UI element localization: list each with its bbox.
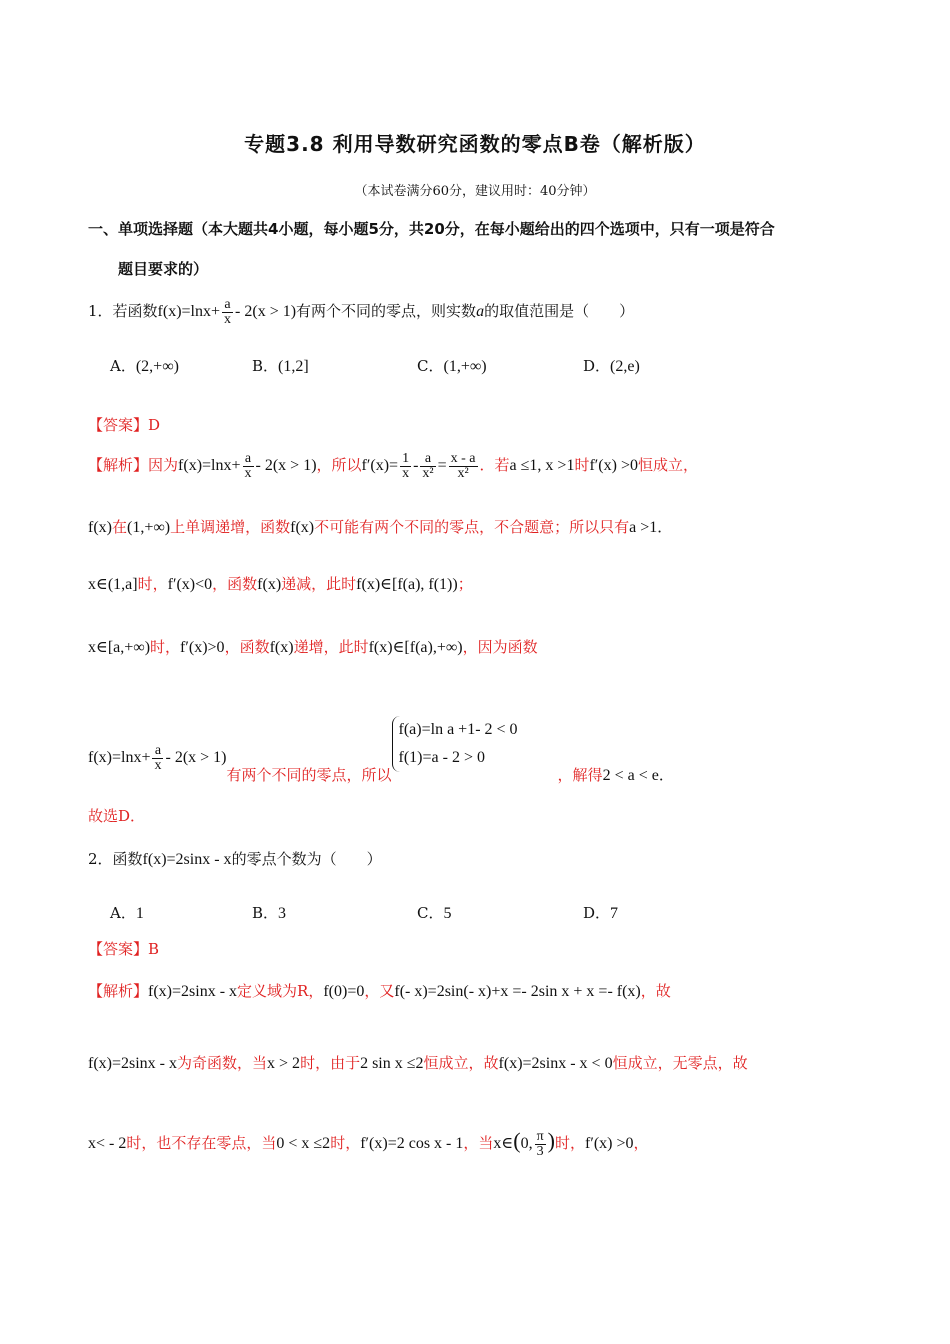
q1-option-c: C．(1,+∞) <box>417 357 487 375</box>
q1-conclusion: 故选D． <box>88 807 146 825</box>
q1-analysis-line2: f(x)在(1,+∞)上单调递增，函数f(x)不可能有两个不同的零点，不合题意；所以只有a >1． <box>88 518 673 536</box>
q1-function: f(x)=lnx+ $\frac{a}{x}$ - 2(x > 1) <box>157 297 297 327</box>
page-title: 专题3.8 利用导数研究函数的零点B卷（解析版） <box>244 132 706 156</box>
q2-analysis-line1: 【解析】f(x)=2sinx - x定义域为R，f(0)=0，又f(- x)=2sin(- x)+x =- 2sin x + x =- f(x)，故 <box>88 982 671 1000</box>
question-2-stem: 2．函数f(x)=2sinx - x的零点个数为（ ） <box>88 850 382 868</box>
q1-var: a <box>476 303 485 321</box>
section-heading-line2: 题目要求的） <box>118 260 209 278</box>
q2-option-d: D．7 <box>583 904 619 922</box>
q2-option-c: C．5 <box>417 904 452 922</box>
q2-analysis-line3: x< - 2时，也不存在零点，当0 < x ≤2时，f′(x)=2 cos x - 1，当x∈(0, $\frac{\pi}{3}$ )时，f′(x) >0， <box>88 1128 649 1159</box>
q2-answer: 【答案】B <box>88 940 160 958</box>
question-1-stem <box>88 298 634 327</box>
q1-answer: 【答案】D <box>88 416 161 434</box>
q2-option-a: A．1 <box>110 904 144 922</box>
q2-option-b: B．3 <box>252 904 287 922</box>
q2-analysis-line2: f(x)=2sinx - x为奇函数，当x > 2时，由于2 sin x ≤2恒成立，故f(x)=2sinx - x < 0恒成立，无零点，故 <box>88 1054 748 1072</box>
q1-analysis-line4: x∈[a,+∞)时，f′(x)>0，函数f(x)递增，此时f(x)∈[f(a),+∞)，因为函数 <box>88 638 538 656</box>
q1-end: 的取值范围是（ ） <box>484 302 635 321</box>
q1-option-b: B．(1,2] <box>252 357 309 375</box>
q1-number: 1．若函数 <box>88 302 158 321</box>
q1-option-a: A．(2,+∞) <box>110 357 179 375</box>
q1-analysis-line5: f(x)=lnx+ $\frac{a}{x}$ - 2(x > 1)有两个不同的零点，所以 f(a)=ln a +1- 2 < 0 f(1)=a - 2 > 0 ，解得2 < a < e． <box>88 716 674 785</box>
section-heading-line1: 一、单项选择题（本大题共4小题，每小题5分，共20分，在每小题给出的四个选项中，只有一项是符合 <box>88 220 775 238</box>
q1-analysis-line1: 【解析】因为f(x)=lnx+ $\frac{a}{x}$ - 2(x > 1)，所以f′(x)= $\frac{1}{x}$ - $\frac{a}{\text{x²}}$ = $\frac{x - a}{\text{x²}}$ ．若a ≤1, x >1时f′(x) >0恒成立， <box>88 451 698 481</box>
q1-equation-system: f(a)=ln a +1- 2 < 0 f(1)=a - 2 > 0 <box>392 716 518 772</box>
q1-option-d: D．(2,e) <box>583 357 640 375</box>
page-subtitle: （本试卷满分60分，建议用时：40分钟） <box>354 184 596 199</box>
q1-analysis-line3: x∈(1,a]时，f′(x)<0，函数f(x)递减，此时f(x)∈[f(a), f(1))； <box>88 575 473 593</box>
q2-function: f(x)=2sinx - x <box>142 851 232 868</box>
q1-mid: 有两个不同的零点，则实数 <box>296 302 477 321</box>
